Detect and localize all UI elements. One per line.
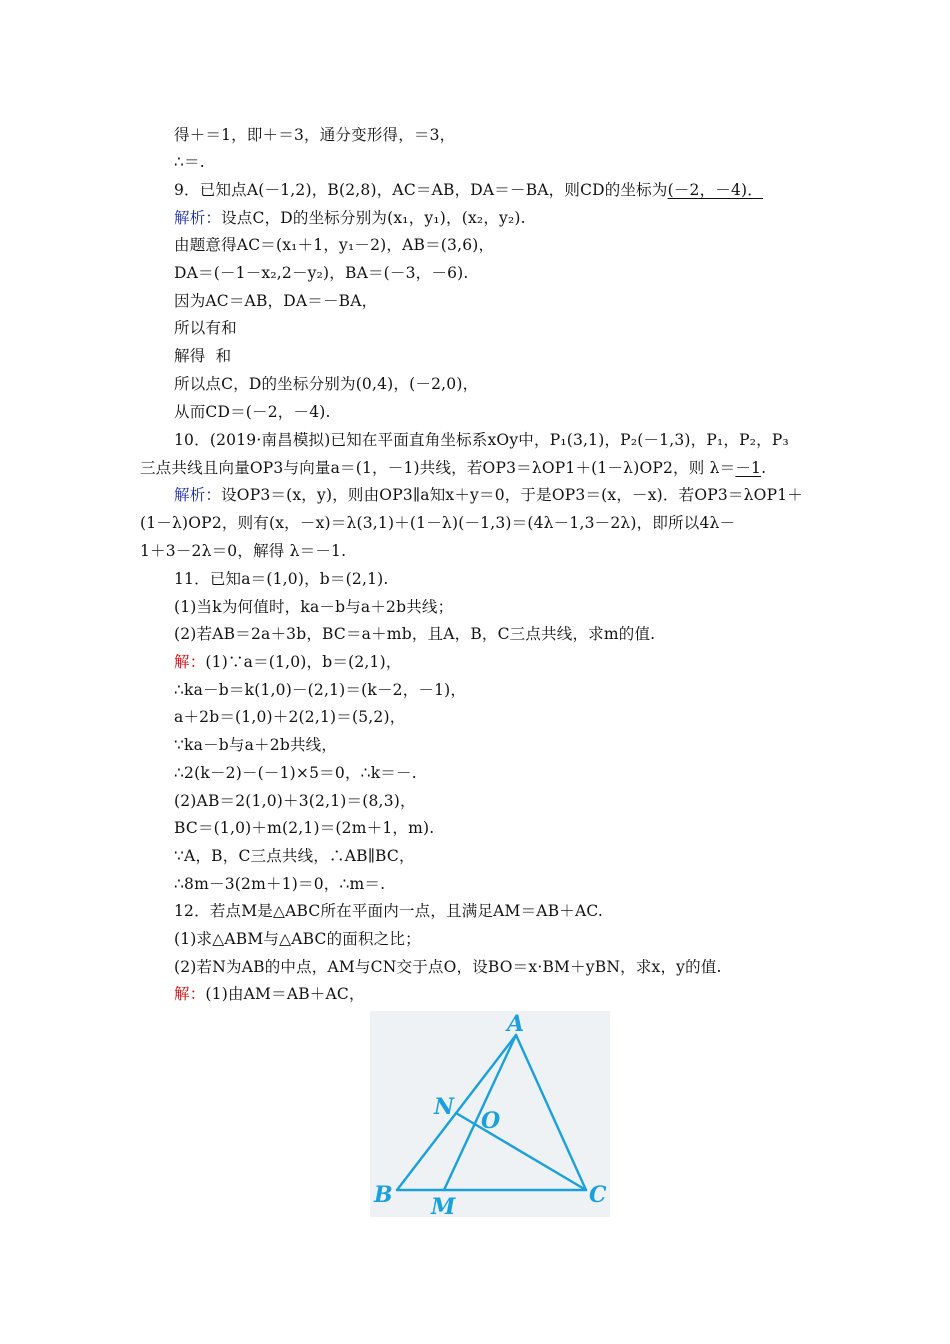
text-line: (1－λ)OP2，则有(x，－x)＝λ(3,1)＋(1－λ)(－1,3)＝(4λ－1,3－2λ)，即所以4λ－ [140,514,736,532]
text-line: 得＋＝1，即＋＝3，通分变形得，＝3， [174,126,456,144]
problem-9: 9．已知点A(－1,2)，B(2,8)，AC＝AB，DA＝－BA，则CD的坐标为(－2，－4)． [174,181,763,199]
segment-ac [516,1035,586,1190]
text-line: (2)若N为AB的中点，AM与CN交于点O，设BO＝x·BM＋yBN，求x，y的值. [174,958,722,976]
text-line: (2)AB＝2(1,0)＋3(2,1)＝(8,3)， [174,792,416,810]
answer-blank: －1 [735,459,762,477]
text-line: 由题意得AC＝(x₁＋1，y₁－2)，AB＝(3,6)， [174,236,495,254]
label-n: N [434,1094,455,1120]
analysis-line: 解析：设OP3＝(x，y)，则由OP3∥a知x＋y＝0，于是OP3＝(x，－x)．若OP3＝λOP1＋ [174,486,803,504]
label-b: B [374,1182,393,1208]
segment-cn [456,1113,586,1190]
label-a: A [507,1011,525,1037]
segment-am [444,1035,516,1190]
label-c: C [589,1182,607,1208]
text-line: BC＝(1,0)＋m(2,1)＝(2m＋1，m). [174,819,435,837]
solution-label: 解： [174,985,206,1003]
problem-10: 10．(2019·南昌模拟)已知在平面直角坐标系xOy中，P₁(3,1)，P₂(－1,3)，P₁，P₂，P₃ [174,431,789,449]
text-line: ∵A，B，C三点共线，∴AB∥BC， [174,847,415,865]
analysis-line: 解析：设点C，D的坐标分别为(x₁，y₁)，(x₂，y₂). [174,209,526,227]
solution-label: 解： [174,653,206,671]
problem-11: 11．已知a＝(1,0)，b＝(2,1). [174,570,389,588]
text-line: 所以点C，D的坐标分别为(0,4)，(－2,0)， [174,375,479,393]
triangle-diagram [370,1011,610,1217]
solution-line: 解：(1)由AM＝AB＋AC， [174,985,365,1003]
text-line: 因为AC＝AB，DA＝－BA， [174,292,378,310]
text-line: (1)当k为何值时，ka－b与a＋2b共线； [174,598,454,616]
text-line: ∴ka－b＝k(1,0)－(2,1)＝(k－2，－1)， [174,681,467,699]
analysis-label: 解析： [174,486,222,504]
analysis-label: 解析： [174,209,222,227]
text-line: ∴＝. [174,153,205,171]
text-line: a＋2b＝(1,0)＋2(2,1)＝(5,2)， [174,708,406,726]
text-line: ∴2(k－2)－(－1)×5＝0，∴k＝－. [174,764,417,782]
answer-blank: (－2，－4)． [667,181,763,199]
text-line: DA＝(－1－x₂,2－y₂)，BA＝(－3，－6). [174,264,469,282]
triangle-figure [370,1011,610,1217]
text-line: (2)若AB＝2a＋3b，BC＝a＋mb，且A，B，C三点共线，求m的值. [174,625,656,643]
solution-line: 解：(1)∵a＝(1,0)，b＝(2,1)， [174,653,402,671]
text-line: (1)求△ABM与△ABC的面积之比； [174,930,421,948]
text-line: 从而CD＝(－2，－4). [174,403,331,421]
text-line: 解得 和 [174,347,232,365]
text-line: 三点共线且向量OP3与向量a＝(1，－1)共线，若OP3＝λOP1＋(1－λ)OP2，则 λ＝－1. [140,459,767,477]
problem-12: 12．若点M是△ABC所在平面内一点，且满足AM＝AB＋AC. [174,902,604,920]
text-line: ∵ka－b与a＋2b共线， [174,736,338,754]
text-line: ∴8m－3(2m＋1)＝0，∴m＝. [174,875,386,893]
text-line: 1＋3－2λ＝0，解得 λ＝－1. [140,542,347,560]
label-m: M [431,1194,456,1217]
label-o: O [481,1108,501,1134]
text-line: 所以有和 [174,319,237,337]
